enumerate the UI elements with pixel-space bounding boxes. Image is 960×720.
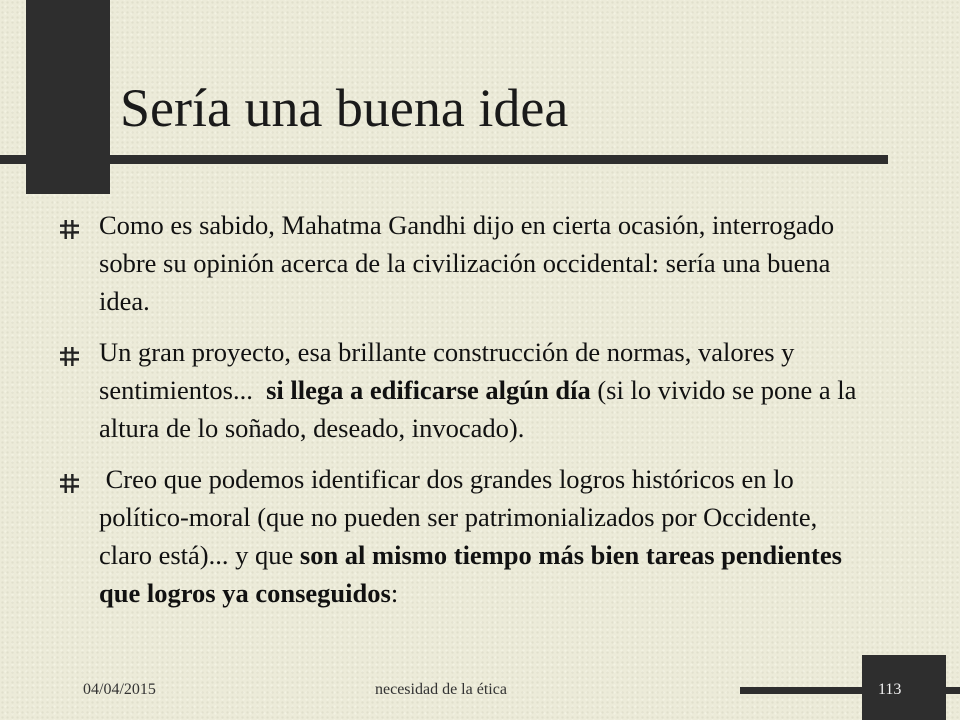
bullet-item	[60, 460, 860, 612]
bullet-list	[60, 206, 864, 625]
page-number: 113	[878, 681, 902, 698]
hash-bullet-icon	[60, 347, 79, 366]
bullet-emphasis: son al mismo tiempo más bien tareas pendientes que logros ya conseguidos	[99, 540, 849, 608]
slide-title: Sería una buena idea	[120, 78, 569, 138]
title-underline-rule	[0, 155, 888, 164]
bullet-emphasis: si llega a edificarse algún día	[266, 375, 591, 405]
bullet-text-run: :	[390, 578, 399, 608]
bullet-text-run: Como es sabido, Mahatma Gandhi dijo en cierta ocasión, interrogado sobre su opinión acerca de la civilización occidental: sería una buena idea.	[99, 210, 841, 316]
bullet-text	[99, 210, 841, 316]
hash-bullet-icon	[60, 474, 79, 493]
footer-title: necesidad de la ética	[375, 681, 507, 698]
bullet-text-run: Creo que podemos identificar dos grandes logros históricos en lo político-moral (que no pueden ser patrimonializados por Occidente, claro está)... y que	[99, 464, 824, 570]
title-accent-block	[26, 0, 110, 194]
page-number-box	[862, 655, 946, 720]
bullet-text	[99, 337, 863, 443]
footer-date: 04/04/2015	[83, 681, 156, 698]
bullet-item	[60, 333, 864, 447]
bullet-text-run: Un gran proyecto, esa brillante construcción de normas, valores y sentimientos...	[99, 337, 802, 405]
bullet-text	[99, 464, 849, 608]
bullet-item	[60, 206, 860, 320]
hash-bullet-icon	[60, 220, 79, 239]
bullet-text-run: (si lo vivido se pone a la altura de lo soñado, deseado, invocado).	[99, 375, 864, 443]
